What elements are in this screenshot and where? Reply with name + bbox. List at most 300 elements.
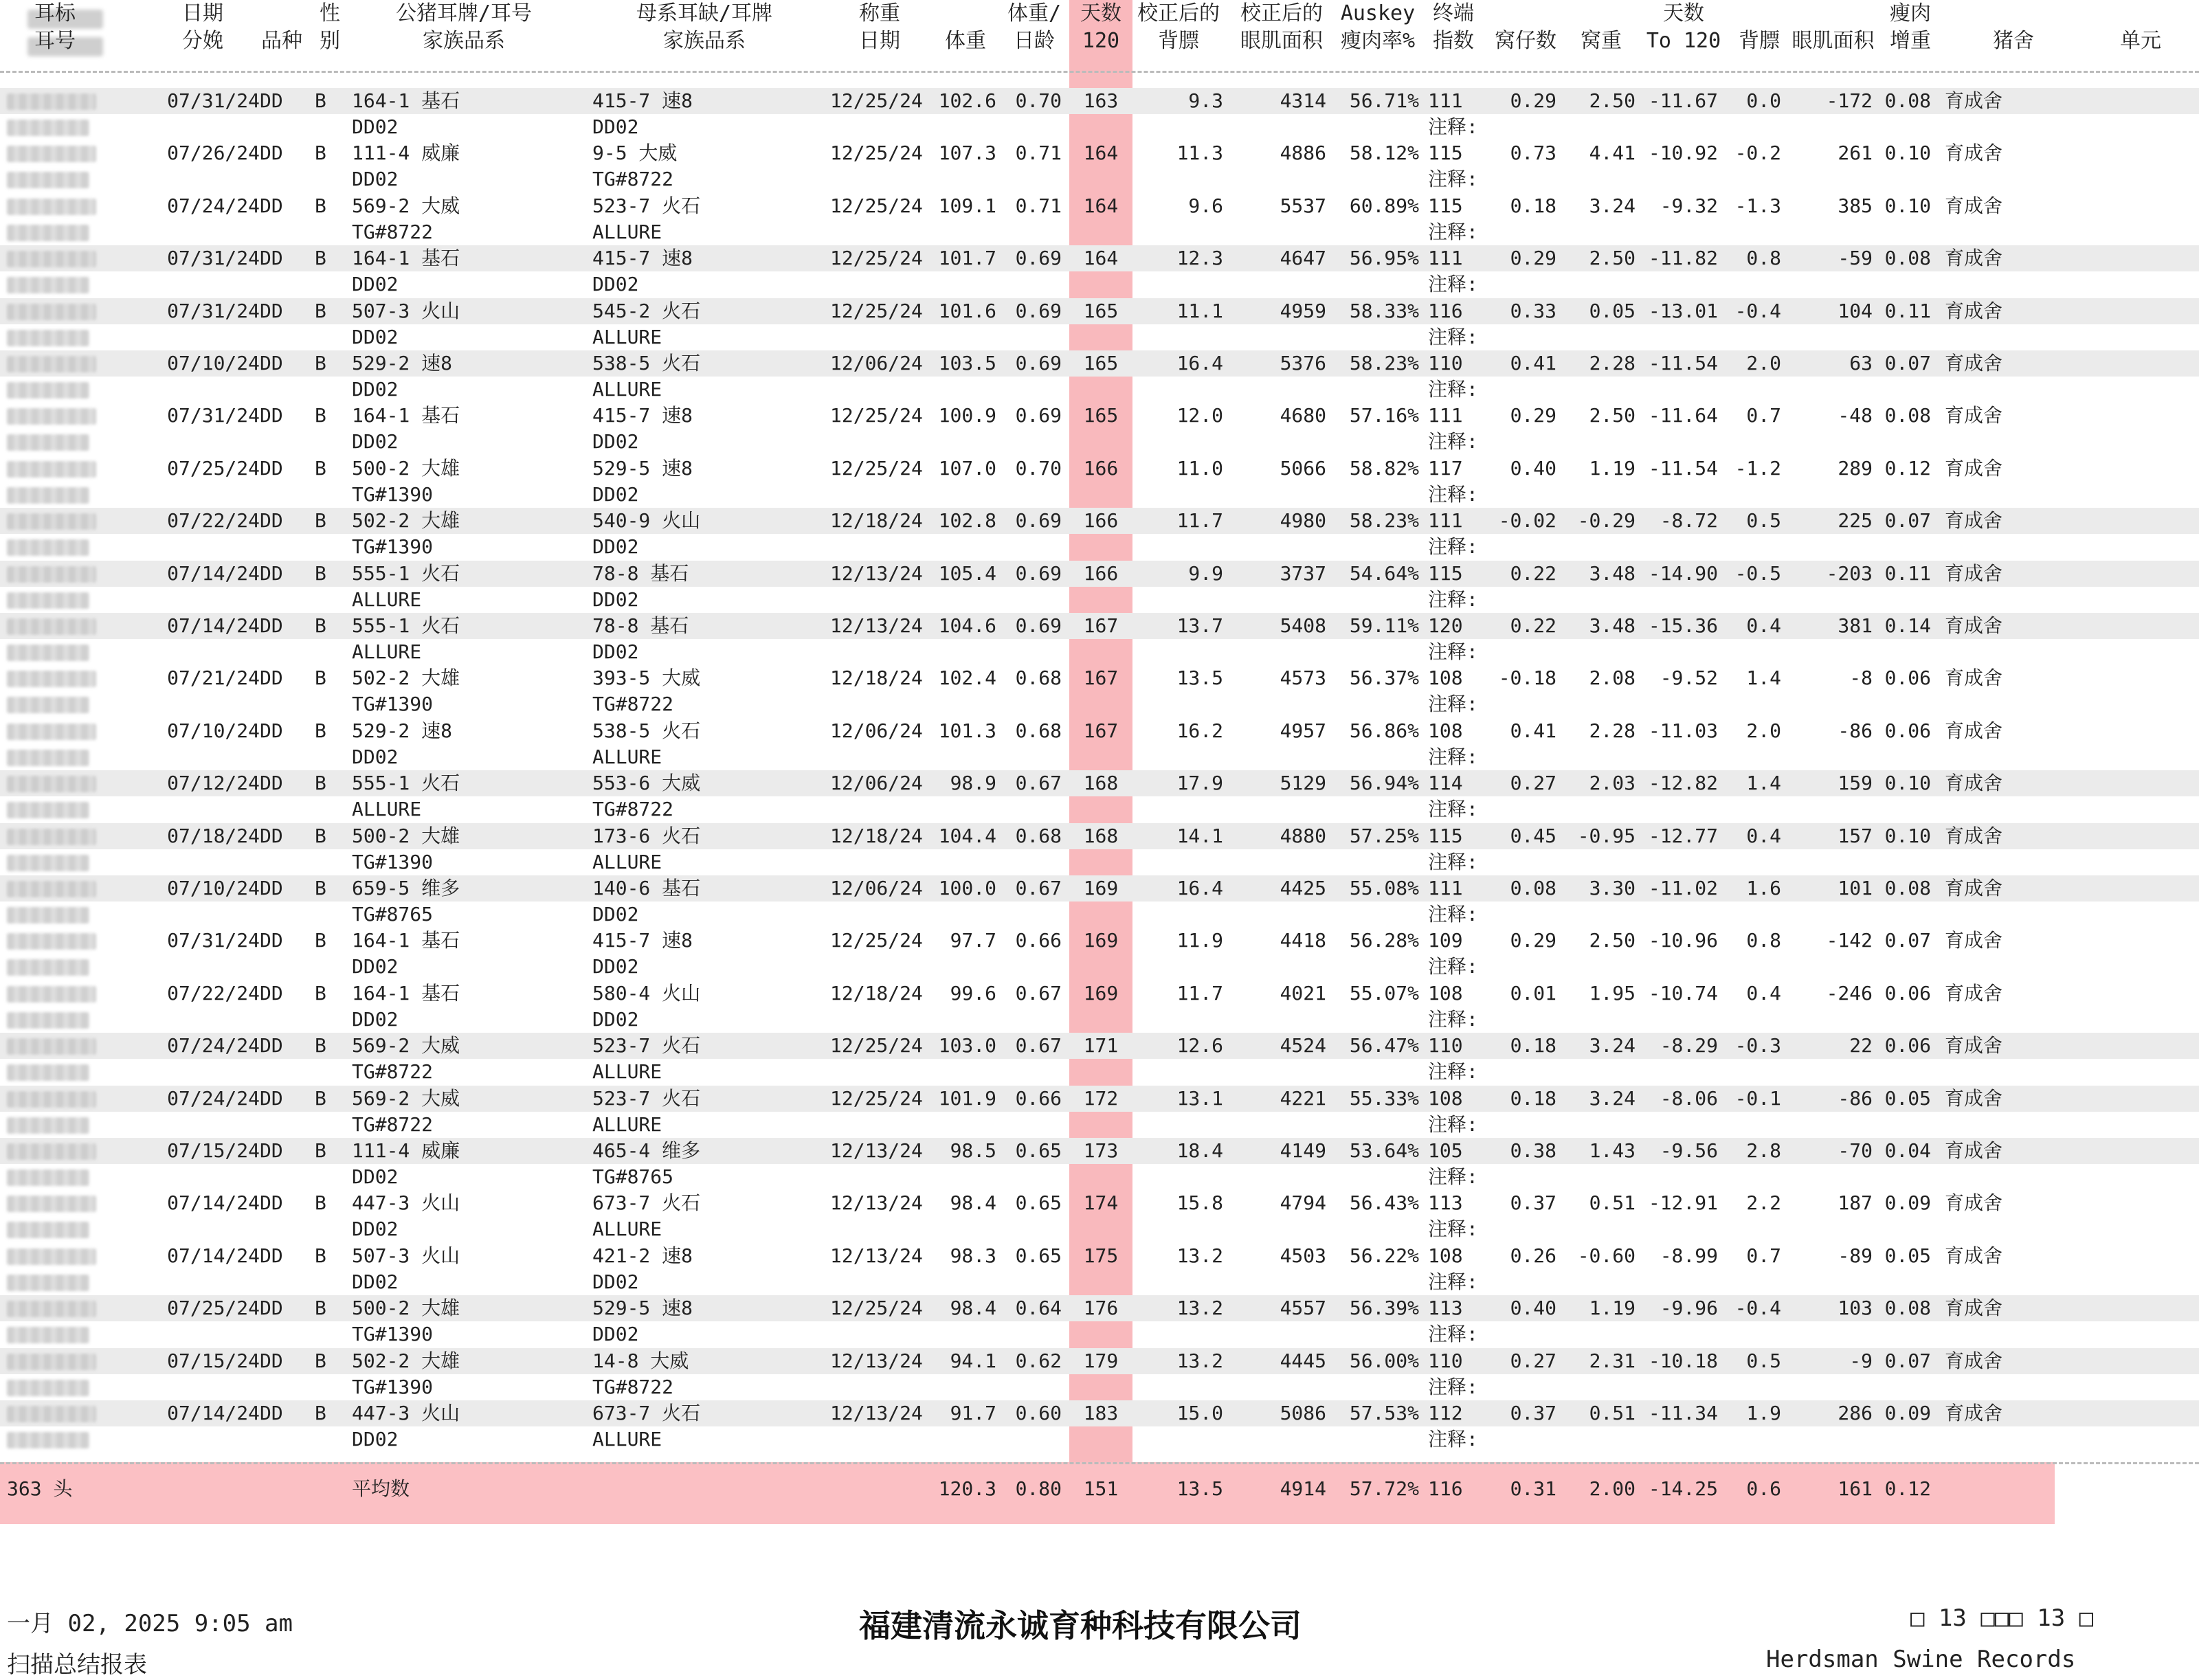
weigh-date: 12/06/24 [830,719,923,742]
litwt-value: 3.24 [1589,194,1636,217]
dam-id: 415-7 速8 [592,89,693,112]
days-to-120: 172 [1083,1086,1119,1110]
weigh-date: 12/25/24 [830,247,923,270]
note-label: 注释: [1428,535,1478,559]
days-to-120: 175 [1083,1244,1119,1267]
pen: 育成舍 [1945,1349,2003,1372]
sex: B [315,299,326,322]
birth-date: 07/14/24 [167,561,260,585]
note-label: 注释: [1428,587,1478,611]
dam-line: DD02 [592,587,639,611]
breed: DD [260,824,283,847]
bf2-value: -0.4 [1734,299,1781,322]
dam-id: 673-7 火石 [592,1402,701,1424]
sire-id: 502-2 大雄 [352,509,460,533]
lit-value: 0.27 [1510,772,1556,795]
dam-id: 540-9 火山 [592,509,701,533]
pen: 育成舍 [1945,719,2003,742]
wt-value: 101.6 [938,299,996,322]
dam-id: 538-5 火石 [592,719,701,742]
bf2-value: 0.0 [1746,89,1781,112]
wt-value: 107.0 [938,456,996,480]
lit-value: 0.26 [1510,1244,1556,1267]
birth-date: 07/22/24 [167,509,260,533]
summary-lea: 4914 [1280,1477,1326,1500]
summary-adg: 0.80 [1015,1477,1062,1500]
to120-value: -12.91 [1648,1191,1718,1215]
note-label: 注释: [1428,430,1478,453]
birth-date: 07/10/24 [167,352,260,374]
lit-value: 0.18 [1510,1086,1556,1110]
weigh-date: 12/13/24 [830,561,923,585]
to120-value: -11.67 [1648,89,1718,112]
breed: DD [260,1244,283,1267]
litwt-value: 3.48 [1589,561,1636,585]
table-row [0,823,2199,875]
bf2-value: 0.7 [1746,1244,1781,1267]
ear-tag-redacted [7,1143,96,1160]
lean-value: 56.95% [1349,247,1419,270]
lea-value: 4425 [1280,877,1326,899]
lit-value: 0.40 [1510,1297,1556,1320]
dam-line: DD02 [592,482,639,506]
ear-number-redacted [7,802,89,818]
bf-value: 15.8 [1176,1191,1223,1215]
dam-id: 523-7 火石 [592,1034,701,1057]
dam-line: DD02 [592,955,639,978]
lg-value: 0.07 [1884,929,1931,952]
to120-value: -11.02 [1648,877,1718,899]
wt-value: 105.4 [938,561,996,585]
lea-value: 5086 [1280,1402,1326,1424]
wt-value: 101.3 [938,719,996,742]
lea2-value: 159 [1838,772,1873,795]
header-d120-line2: 120 [1082,29,1120,53]
bf2-value: 0.8 [1746,247,1781,270]
birth-date: 07/31/24 [167,299,260,322]
bf2-value: -1.2 [1734,456,1781,480]
bf2-value: 0.8 [1746,929,1781,952]
dam-line: DD02 [592,1007,639,1031]
note-label: 注释: [1428,1112,1478,1136]
breed: DD [260,194,283,217]
birth-date: 07/14/24 [167,1191,260,1215]
sire-id: 659-5 维多 [352,877,460,899]
adg-value: 0.62 [1015,1349,1062,1372]
dam-line: DD02 [592,535,639,559]
lea2-value: -172 [1826,89,1873,112]
litwt-value: 2.31 [1589,1349,1636,1372]
bf2-value: 0.4 [1746,981,1781,1005]
lit-value: -0.18 [1498,667,1556,690]
birth-date: 07/22/24 [167,981,260,1005]
lea-value: 4445 [1280,1349,1326,1372]
header-dam-line2: 家族品系 [663,29,746,53]
lg-value: 0.08 [1884,89,1931,112]
header-lit-line2: 窝仔数 [1495,29,1556,53]
adg-value: 0.68 [1015,667,1062,690]
summary-divider [0,1462,2199,1464]
weigh-date: 12/18/24 [830,509,923,533]
dam-id: 415-7 速8 [592,929,693,952]
weigh-date: 12/13/24 [830,1349,923,1372]
birth-date: 07/31/24 [167,404,260,427]
days-to-120: 169 [1083,929,1119,952]
dam-id: 529-5 速8 [592,1297,693,1320]
adg-value: 0.69 [1015,509,1062,533]
header-date-line2: 分娩 [182,29,223,53]
lea-value: 4573 [1280,667,1326,690]
days-to-120: 166 [1083,561,1119,585]
birth-date: 07/25/24 [167,1297,260,1320]
adg-value: 0.70 [1015,89,1062,112]
pen: 育成舍 [1945,1086,2003,1110]
dam-id: 173-6 火石 [592,824,701,847]
bf2-value: 2.2 [1746,1191,1781,1215]
header-idx-line2: 指数 [1433,29,1474,53]
lea2-value: -142 [1826,929,1873,952]
lea2-value: 261 [1838,142,1873,165]
breed: DD [260,667,283,690]
terminal-index: 111 [1428,89,1463,112]
wt-value: 103.5 [938,352,996,374]
pen: 育成舍 [1945,667,2003,690]
wt-value: 100.9 [938,404,996,427]
wt-value: 104.4 [938,824,996,847]
to120-value: -9.52 [1660,667,1718,690]
dam-line: TG#8722 [592,693,674,716]
terminal-index: 108 [1428,981,1463,1005]
to120-value: -15.36 [1648,614,1718,637]
footer-company-name: 福建清流永诚育种科技有限公司 [859,1607,1302,1644]
dam-id: 421-2 速8 [592,1244,693,1267]
sire-line: DD02 [352,273,399,296]
to120-value: -10.92 [1648,142,1718,165]
lit-value: 0.08 [1510,877,1556,899]
litwt-value: 2.03 [1589,772,1636,795]
lea-value: 4959 [1280,299,1326,322]
pen: 育成舍 [1945,247,2003,270]
weigh-date: 12/25/24 [830,299,923,322]
ear-tag-redacted [7,566,96,583]
sire-line: DD02 [352,1270,399,1293]
litwt-value: 2.50 [1589,89,1636,112]
summary-index: 116 [1428,1477,1463,1500]
sire-id: 447-3 火山 [352,1191,460,1215]
litwt-value: -0.29 [1577,509,1636,533]
sex: B [315,772,326,795]
ear-number-redacted [7,750,89,766]
to120-value: -12.82 [1648,772,1718,795]
lea2-value: -59 [1838,247,1873,270]
pen: 育成舍 [1945,1244,2003,1267]
bf2-value: 0.7 [1746,404,1781,427]
lit-value: 0.27 [1510,1349,1556,1372]
sire-id: 502-2 大雄 [352,1349,460,1372]
sex: B [315,247,326,270]
sire-id: 447-3 火山 [352,1402,460,1424]
ear-number-redacted [7,1169,89,1186]
bf2-value: 1.6 [1746,877,1781,899]
litwt-value: 1.43 [1589,1139,1636,1162]
wt-value: 104.6 [938,614,996,637]
days-to-120: 167 [1083,719,1119,742]
litwt-value: 2.08 [1589,667,1636,690]
pen: 育成舍 [1945,142,2003,165]
weigh-date: 12/25/24 [830,456,923,480]
pen: 育成舍 [1945,1402,2003,1424]
lit-value: 0.37 [1510,1402,1556,1424]
lea-value: 4647 [1280,247,1326,270]
lean-value: 58.23% [1349,352,1419,374]
lea2-value: -48 [1838,404,1873,427]
ear-number-redacted [7,277,89,293]
bf-value: 11.7 [1176,509,1223,533]
sire-line: TG#8765 [352,903,434,926]
sire-line: ALLURE [352,640,422,663]
lg-value: 0.08 [1884,877,1931,899]
sex: B [315,877,326,899]
ear-number-redacted [7,1064,89,1081]
adg-value: 0.64 [1015,1297,1062,1320]
days-to-120: 164 [1083,194,1119,217]
adg-value: 0.60 [1015,1402,1062,1424]
lit-value: -0.02 [1498,509,1556,533]
breed: DD [260,1297,283,1320]
bf2-value: 1.4 [1746,772,1781,795]
pen: 育成舍 [1945,352,2003,374]
pen: 育成舍 [1945,1139,2003,1162]
days-to-120: 167 [1083,614,1119,637]
lea-value: 4149 [1280,1139,1326,1162]
footer-page-number: □ 13 □□□ 13 □ [1910,1604,2094,1632]
lean-value: 60.89% [1349,194,1419,217]
lg-value: 0.08 [1884,1297,1931,1320]
lit-value: 0.33 [1510,299,1556,322]
adg-value: 0.69 [1015,247,1062,270]
summary-wt: 120.3 [938,1477,996,1500]
lean-value: 56.22% [1349,1244,1419,1267]
sire-line: TG#8722 [352,1112,434,1136]
birth-date: 07/15/24 [167,1349,260,1372]
dam-line: ALLURE [592,745,662,768]
lit-value: 0.29 [1510,247,1556,270]
days-to-120: 176 [1083,1297,1119,1320]
lea-value: 4557 [1280,1297,1326,1320]
lea2-value: 101 [1838,877,1873,899]
note-label: 注释: [1428,1375,1478,1398]
wt-value: 99.6 [950,981,996,1005]
to120-value: -11.54 [1648,352,1718,374]
ear-tag-redacted [7,724,96,740]
lea2-value: 385 [1838,194,1873,217]
lg-value: 0.06 [1884,1034,1931,1057]
lit-value: 0.29 [1510,404,1556,427]
bf2-value: 0.4 [1746,824,1781,847]
to120-value: -8.99 [1660,1244,1718,1267]
sex: B [315,981,326,1005]
breed: DD [260,772,283,795]
bf2-value: 0.5 [1746,509,1781,533]
wt-value: 94.1 [950,1349,996,1372]
lean-value: 58.33% [1349,299,1419,322]
ear-tag-redacted [7,881,96,897]
lit-value: 0.40 [1510,456,1556,480]
bf-value: 13.2 [1176,1349,1223,1372]
bf2-value: -0.1 [1734,1086,1781,1110]
table-row [0,875,2199,928]
lea-value: 5066 [1280,456,1326,480]
sire-id: 529-2 速8 [352,352,453,374]
breed: DD [260,1191,283,1215]
bf2-value: 0.4 [1746,614,1781,637]
lit-value: 0.29 [1510,89,1556,112]
ear-tag-redacted [7,1301,96,1317]
litwt-value: 0.51 [1589,1191,1636,1215]
birth-date: 07/31/24 [167,929,260,952]
sex: B [315,89,326,112]
litwt-value: 4.41 [1589,142,1636,165]
bf2-value: 1.9 [1746,1402,1781,1424]
sire-id: 111-4 威廉 [352,142,460,165]
bf2-value: -0.5 [1734,561,1781,585]
note-label: 注释: [1428,955,1478,978]
breed: DD [260,509,283,533]
ear-number-redacted [7,382,89,399]
lea-value: 4980 [1280,509,1326,533]
summary-count: 363 头 [7,1477,73,1500]
days-to-120: 174 [1083,1191,1119,1215]
sex: B [315,1086,326,1110]
ear-number-redacted [7,697,89,713]
lea-value: 4221 [1280,1086,1326,1110]
dam-line: DD02 [592,273,639,296]
note-label: 注释: [1428,798,1478,821]
summary-lean: 57.72% [1349,1477,1419,1500]
lean-value: 58.12% [1349,142,1419,165]
wt-value: 98.4 [950,1191,996,1215]
breed: DD [260,1139,283,1162]
lg-value: 0.10 [1884,824,1931,847]
breed: DD [260,614,283,637]
wt-value: 101.7 [938,247,996,270]
sire-id: 164-1 基石 [352,247,460,270]
table-row [0,1086,2199,1138]
ear-number-redacted [7,1380,89,1396]
adg-value: 0.65 [1015,1191,1062,1215]
lea-value: 4314 [1280,89,1326,112]
footer-datetime: 一月 02, 2025 9:05 am [7,1610,293,1637]
lea2-value: -86 [1838,719,1873,742]
breed: DD [260,981,283,1005]
dam-id: 78-8 基石 [592,561,689,585]
note-label: 注释: [1428,745,1478,768]
birth-date: 07/14/24 [167,614,260,637]
sire-line: ALLURE [352,798,422,821]
weigh-date: 12/13/24 [830,614,923,637]
wt-value: 91.7 [950,1402,996,1424]
lea-value: 5376 [1280,352,1326,374]
days-to-120: 171 [1083,1034,1119,1057]
lg-value: 0.08 [1884,247,1931,270]
header-pen-line2: 猪舍 [1993,29,2034,53]
breed: DD [260,352,283,374]
days-to-120: 165 [1083,404,1119,427]
note-label: 注释: [1428,1270,1478,1293]
litwt-value: 0.51 [1589,1402,1636,1424]
lea2-value: 157 [1838,824,1873,847]
lea2-value: -70 [1838,1139,1873,1162]
lea2-value: 225 [1838,509,1873,533]
sire-id: 164-1 基石 [352,89,460,112]
ear-number-redacted [7,645,89,661]
ear-tag-redacted [7,1354,96,1370]
ear-tag-redacted [7,251,96,267]
adg-value: 0.71 [1015,194,1062,217]
bf2-value: 1.4 [1746,667,1781,690]
ear-number-redacted [7,959,89,976]
pen: 育成舍 [1945,89,2003,112]
bf-value: 11.3 [1176,142,1223,165]
days-to-120: 173 [1083,1139,1119,1162]
breed: DD [260,404,283,427]
ear-tag-redacted [7,513,96,530]
dam-line: DD02 [592,1270,639,1293]
table-row [0,1033,2199,1085]
sex: B [315,929,326,952]
lea2-value: -8 [1849,667,1873,690]
lea2-value: 103 [1838,1297,1873,1320]
bf-value: 13.5 [1176,667,1223,690]
ear-tag-redacted [7,304,96,320]
to120-value: -8.06 [1660,1086,1718,1110]
table-row [0,613,2199,665]
header-date-line1: 日期 [182,1,223,25]
weigh-date: 12/18/24 [830,667,923,690]
header-ear-line1: 耳标 [34,1,76,25]
dam-id: 415-7 速8 [592,404,693,427]
birth-date: 07/26/24 [167,142,260,165]
breed: DD [260,929,283,952]
bf-value: 9.3 [1188,89,1223,112]
dam-id: 9-5 大威 [592,142,678,165]
sex: B [315,509,326,533]
sire-id: 555-1 火石 [352,614,460,637]
to120-value: -9.96 [1660,1297,1718,1320]
birth-date: 07/21/24 [167,667,260,690]
pen: 育成舍 [1945,404,2003,427]
bf-value: 17.9 [1176,772,1223,795]
lean-value: 56.43% [1349,1191,1419,1215]
sire-id: 529-2 速8 [352,719,453,742]
adg-value: 0.67 [1015,877,1062,899]
table-row [0,928,2199,980]
weigh-date: 12/25/24 [830,142,923,165]
litwt-value: 2.28 [1589,352,1636,374]
sex: B [315,614,326,637]
wt-value: 102.4 [938,667,996,690]
bf2-value: 2.0 [1746,352,1781,374]
to120-value: -11.64 [1648,404,1718,427]
bf-value: 11.0 [1176,456,1223,480]
weigh-date: 12/25/24 [830,1034,923,1057]
ear-number-redacted [7,592,89,609]
adg-value: 0.67 [1015,981,1062,1005]
weigh-date: 12/06/24 [830,352,923,374]
to120-value: -13.01 [1648,299,1718,322]
birth-date: 07/25/24 [167,456,260,480]
lit-value: 0.38 [1510,1139,1556,1162]
